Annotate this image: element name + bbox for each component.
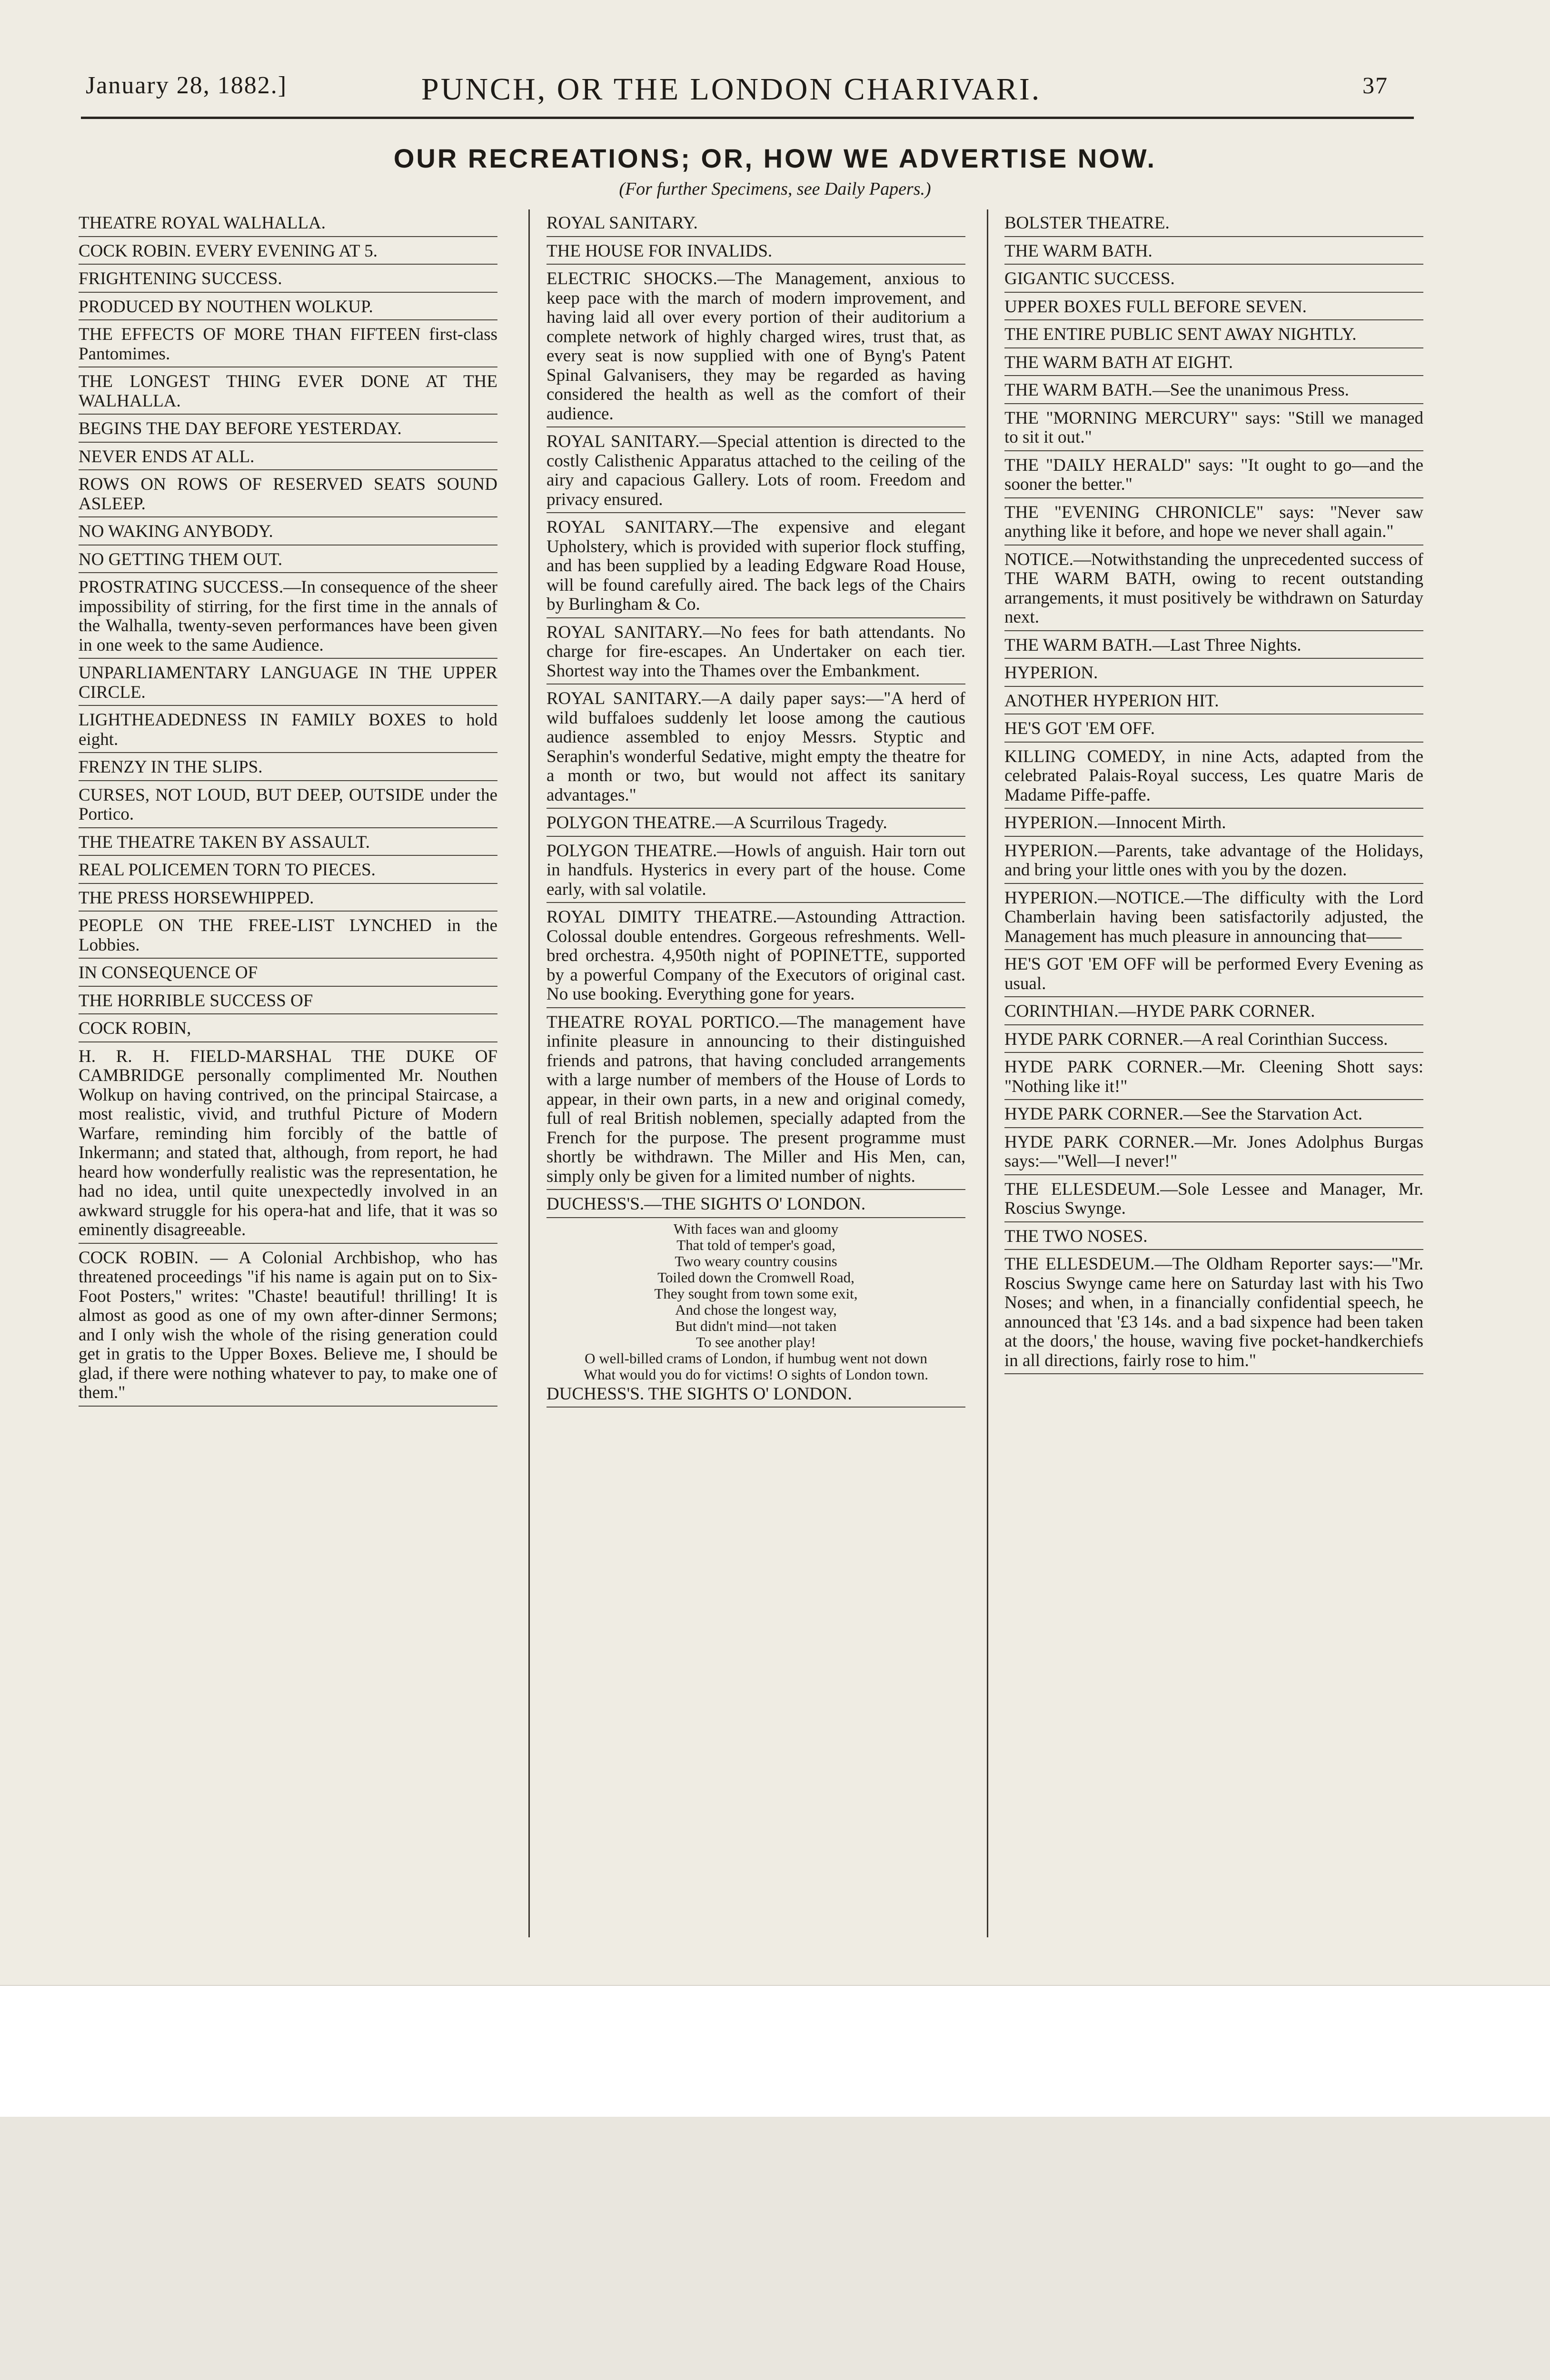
advert-text: THEATRE ROYAL WALHALLA. — [79, 213, 326, 233]
advert-text: DUCHESS'S. THE SIGHTS O' LONDON. — [546, 1384, 852, 1404]
advert-text: HYPERION.—NOTICE.—The difficulty with the Lord Chamberlain having been satisfactorily adjusted, the Management has much pleasure in announcing that—— — [1004, 888, 1423, 946]
advert — [79, 576, 497, 659]
poem-line: Two weary country cousins — [675, 1252, 837, 1269]
advert-text: HE'S GOT 'EM OFF. — [1004, 719, 1155, 738]
advert — [546, 1011, 965, 1190]
advert-text: HYPERION.—Innocent Mirth. — [1004, 813, 1226, 833]
advert — [79, 520, 497, 545]
advert — [1004, 953, 1423, 997]
advert — [1004, 840, 1423, 884]
advert — [546, 1193, 965, 1218]
advert — [79, 784, 497, 828]
advert-text: HYPERION. — [1004, 663, 1098, 683]
poem-line: They sought from town some exit, — [654, 1285, 858, 1302]
advert — [79, 417, 497, 443]
advert-text: ROYAL SANITARY.—Special attention is directed to the costly Calisthenic Apparatus attached to the ceiling of the airy and capacious Gallery. Lots of room. Freedom and privacy ensured. — [546, 432, 965, 509]
advert — [79, 212, 497, 237]
advert-text: IN CONSEQUENCE OF — [79, 963, 258, 982]
advert — [546, 687, 965, 809]
advert — [1004, 662, 1423, 687]
advert-text: HYDE PARK CORNER.—Mr. Jones Adolphus Burgas says:—"Well—I never!" — [1004, 1132, 1423, 1171]
advert-text: KILLING COMEDY, in nine Acts, adapted from the celebrated Palais-Royal success, Les quatre Maris de Madame Piffe-paffe. — [1004, 746, 1423, 805]
advert-text: THE EFFECTS OF MORE THAN FIFTEEN first-class Pantomimes. — [79, 325, 497, 364]
advert-text: PRODUCED BY NOUTHEN WOLKUP. — [79, 297, 373, 317]
advert-text: THE WARM BATH. — [1004, 241, 1153, 261]
advert — [1004, 212, 1423, 237]
advert-text: UNPARLIAMENTARY LANGUAGE IN THE UPPER CIRCLE. — [79, 663, 497, 702]
advert — [79, 662, 497, 706]
advert — [546, 268, 965, 427]
advert-text: HYDE PARK CORNER.—See the Starvation Act. — [1004, 1104, 1362, 1124]
advert-text: ROYAL SANITARY.—A daily paper says:—"A herd of wild buffaloes suddenly let loose among the cautious audience assembled to enjoy Messrs. Styptic and Seraphin's wonderful Sedative, might empty the theatre for a month or two, but would not affect its sanitary advantages." — [546, 689, 965, 805]
advert-text: NOTICE.—Notwithstanding the unprecedented success of THE WARM BATH, owing to recent outstanding arrangements, it must positively be withdrawn on Saturday next. — [1004, 549, 1423, 627]
advert — [1004, 454, 1423, 498]
advert — [1004, 240, 1423, 265]
advert — [1004, 812, 1423, 837]
advert — [79, 887, 497, 912]
advert — [79, 990, 497, 1015]
advert-text: THE WARM BATH.—See the unanimous Press. — [1004, 380, 1349, 400]
advert — [1004, 1000, 1423, 1025]
digitization-footer — [0, 1985, 1550, 2117]
advert — [79, 1247, 497, 1407]
advert — [79, 859, 497, 884]
advert-text: POLYGON THEATRE.—Howls of anguish. Hair torn out in handfuls. Hysterics in every part of the house. Come early, with sal volatile. — [546, 841, 965, 899]
advert-text: CURSES, NOT LOUD, BUT DEEP, OUTSIDE under the Portico. — [79, 785, 497, 824]
advert — [79, 548, 497, 574]
advert-text: THE WARM BATH.—Last Three Nights. — [1004, 635, 1302, 655]
advert — [79, 268, 497, 293]
advert-text: ANOTHER HYPERION HIT. — [1004, 691, 1219, 711]
advert-text: FRIGHTENING SUCCESS. — [79, 269, 282, 288]
advert — [1004, 1056, 1423, 1100]
advert-text: ELECTRIC SHOCKS.—The Management, anxious to keep pace with the march of modern improvement, and having laid all over every portion of their auditorium a complete network of highly charged wires, trust that, as every seat is now supplied with one of Byng's Patent Spinal Galvanisers, they may be regarded as having considered the health as well as the comfort of their audience. — [546, 269, 965, 424]
advert — [79, 1045, 497, 1244]
advert-text: THE "EVENING CHRONICLE" says: "Never saw anything like it before, and hope we never shall again." — [1004, 502, 1423, 541]
advert-text: NO GETTING THEM OUT. — [79, 549, 283, 569]
advert — [1004, 501, 1423, 545]
advert-text: COCK ROBIN, — [79, 1019, 191, 1038]
advert-text: THE ELLESDEUM.—Sole Lessee and Manager, Mr. Roscius Swynge. — [1004, 1179, 1423, 1218]
advert — [79, 756, 497, 781]
masthead-title: PUNCH, OR THE LONDON CHARIVARI. — [421, 72, 1042, 107]
advert — [79, 370, 497, 415]
advert — [546, 906, 965, 1008]
advert — [1004, 690, 1423, 715]
column-3 — [1004, 212, 1423, 1377]
advert — [1004, 1028, 1423, 1053]
poem-line: O well-billed crams of London, if humbug went not down — [585, 1349, 927, 1367]
poem-line: To see another play! — [696, 1333, 816, 1350]
advert — [79, 323, 497, 367]
advert-text: THE "DAILY HERALD" says: "It ought to go—and the sooner the better." — [1004, 455, 1423, 494]
column-divider — [987, 209, 988, 1937]
advert-text: POLYGON THEATRE.—A Scurrilous Tragedy. — [546, 813, 887, 833]
advert-text: THE LONGEST THING EVER DONE AT THE WALHALLA. — [79, 372, 497, 411]
advert-text: DUCHESS'S.—THE SIGHTS O' LONDON. — [546, 1194, 866, 1214]
advert — [1004, 268, 1423, 293]
advert-text: PEOPLE ON THE FREE-LIST LYNCHED in the Lobbies. — [79, 916, 497, 955]
advert-text: PROSTRATING SUCCESS.—In consequence of the sheer impossibility of stirring, for the first time in the annals of the Walhalla, twenty-seven performances have been given in one week to the same Audience. — [79, 577, 497, 655]
advert-text: HYPERION.—Parents, take advantage of the Holidays, and bring your little ones with you by the dozen. — [1004, 841, 1423, 880]
advert — [79, 962, 497, 987]
advert — [1004, 407, 1423, 451]
poem-line: With faces wan and gloomy — [673, 1220, 839, 1237]
advert — [79, 1017, 497, 1042]
advert — [1004, 745, 1423, 809]
poem-line: And chose the longest way, — [675, 1301, 837, 1318]
advert — [1004, 1103, 1423, 1128]
advert — [1004, 296, 1423, 321]
advert-text: GIGANTIC SUCCESS. — [1004, 269, 1175, 288]
advert-text: NO WAKING ANYBODY. — [79, 522, 273, 541]
advert — [546, 240, 965, 265]
advert — [79, 296, 497, 321]
poem-line: That told of temper's goad, — [676, 1236, 835, 1253]
advert-text: ROYAL SANITARY. — [546, 213, 698, 233]
advert — [1004, 1253, 1423, 1374]
advert — [79, 473, 497, 517]
advert — [1004, 351, 1423, 377]
advert-text: COCK ROBIN. EVERY EVENING AT 5. — [79, 241, 378, 261]
advert — [1004, 1131, 1423, 1175]
advert-text: BOLSTER THEATRE. — [1004, 213, 1170, 233]
advert — [546, 812, 965, 837]
column-divider — [528, 209, 530, 1937]
advert — [79, 709, 497, 753]
advert-text: THE HORRIBLE SUCCESS OF — [79, 991, 313, 1011]
advert-text: ROYAL SANITARY.—The expensive and elegant Upholstery, which is provided with superior flock stuffing, and has been supplied by a leading Edgware Road House, will be found carefully aired. The back legs of the Chairs by Burlingham & Co. — [546, 517, 965, 614]
poem-line: But didn't mind—not taken — [675, 1317, 837, 1334]
advert — [1004, 323, 1423, 348]
advert-text: THE HOUSE FOR INVALIDS. — [546, 241, 773, 261]
column-2 — [546, 212, 965, 1410]
advert — [546, 621, 965, 685]
column-1 — [79, 212, 497, 1409]
advert-text: H. R. H. FIELD-MARSHAL THE DUKE OF CAMBRIDGE personally complimented Mr. Nouthen Wolkup on having contrived, on the principal Staircase, a most realistic, vivid, and truthful Picture of Modern Warfare, reminding him forcibly of the battle of Inkermann; and stated that, although, from report, he had heard how wonderfully realistic was the representation, he had no idea, until quite unexpectedly involved in an awkward struggle for his opera-hat and life, that it was so eminently disagreeable. — [79, 1046, 497, 1240]
advert-text: LIGHTHEADEDNESS IN FAMILY BOXES to hold eight. — [79, 710, 497, 749]
advert-text: ROYAL DIMITY THEATRE.—Astounding Attraction. Colossal double entendres. Gorgeous refreshments. Well-bred orchestra. 4,950th night of POPINETTE, supported by a powerful Company of the Executors of original cast. No use booking. Everything gone for years. — [546, 907, 965, 1004]
advert — [546, 212, 965, 237]
advert-text: NEVER ENDS AT ALL. — [79, 446, 255, 466]
article-headline: OUR RECREATIONS; OR, HOW WE ADVERTISE NOW. — [393, 143, 1157, 173]
poem — [546, 1221, 965, 1383]
advert-text: CORINTHIAN.—HYDE PARK CORNER. — [1004, 1002, 1315, 1021]
advert-text: THE ELLESDEUM.—The Oldham Reporter says:—"Mr. Roscius Swynge came here on Saturday last with his Two Noses; and when, in a financially confidential speech, he announced that '£3 14s. and a bad sixpence had been taken at the doors,' the house, waving five pocket-handkerchiefs in all directions, fairly rose to him." — [1004, 1254, 1423, 1370]
advert — [1004, 634, 1423, 659]
advert-text: REAL POLICEMEN TORN TO PIECES. — [79, 860, 376, 880]
advert-text: COCK ROBIN. — A Colonial Archbishop, who has threatened proceedings "if his name is again put on to Six-Foot Posters," writes: "Chaste! beautiful! thrilling! It is almost as good as one of my own after-dinner Sermons; and I only wish the whole of the rising generation could get in gratis to the Upper Boxes. Believe me, I should be glad, if there were nothing whatever to pay, to make one of them." — [79, 1248, 497, 1402]
advert — [546, 516, 965, 618]
advert — [1004, 548, 1423, 631]
advert-text: THE TWO NOSES. — [1004, 1226, 1148, 1246]
advert — [546, 430, 965, 513]
advert-text: THE WARM BATH AT EIGHT. — [1004, 352, 1233, 372]
advert-text: ROYAL SANITARY.—No fees for bath attendants. No charge for fire-escapes. An Undertaker on each tier. Shortest way into the Thames over the Embankment. — [546, 622, 965, 681]
advert — [79, 240, 497, 265]
page-number: 37 — [1362, 72, 1388, 99]
advert-text: THE "MORNING MERCURY" says: "Still we managed to sit it out." — [1004, 408, 1423, 447]
advert-text: BEGINS THE DAY BEFORE YESTERDAY. — [79, 419, 402, 438]
issue-date: January 28, 1882.] — [86, 72, 288, 99]
advert — [1004, 1178, 1423, 1222]
advert — [546, 1383, 965, 1408]
advert-text: FRENZY IN THE SLIPS. — [79, 757, 263, 777]
advert — [1004, 1225, 1423, 1250]
poem-line: What would you do for victims! O sights of London town. — [583, 1366, 929, 1383]
advert — [1004, 717, 1423, 743]
advert-text: THEATRE ROYAL PORTICO.—The management have infinite pleasure in announcing to their distinguished friends and patrons, that having concluded arrangements with a large number of members of the House of Lords to appear, in their own parts, in a new and original comedy, full of real British noblemen, specially adapted from the French for the purpose. The present programme must shortly be withdrawn. The Miller and His Men, can, simply only be given for a limited number of nights. — [546, 1012, 965, 1186]
advert — [79, 831, 497, 856]
advert — [1004, 379, 1423, 404]
advert-text: THE ENTIRE PUBLIC SENT AWAY NIGHTLY. — [1004, 325, 1357, 344]
advert — [546, 840, 965, 903]
advert-text: THE PRESS HORSEWHIPPED. — [79, 888, 314, 908]
poem-line: Toiled down the Cromwell Road, — [657, 1269, 854, 1286]
advert-text: HE'S GOT 'EM OFF will be performed Every Evening as usual. — [1004, 954, 1423, 993]
advert-text: THE THEATRE TAKEN BY ASSAULT. — [79, 832, 370, 852]
advert — [79, 446, 497, 471]
advert — [1004, 887, 1423, 951]
article-subhead: (For further Specimens, see Daily Papers.) — [619, 179, 931, 199]
advert-text: ROWS ON ROWS OF RESERVED SEATS SOUND ASLEEP. — [79, 475, 497, 514]
header-rule — [81, 117, 1414, 119]
advert — [79, 914, 497, 959]
advert-text: UPPER BOXES FULL BEFORE SEVEN. — [1004, 297, 1307, 317]
advert-text: HYDE PARK CORNER.—Mr. Cleening Shott says: "Nothing like it!" — [1004, 1057, 1423, 1096]
advert-text: HYDE PARK CORNER.—A real Corinthian Success. — [1004, 1029, 1388, 1049]
